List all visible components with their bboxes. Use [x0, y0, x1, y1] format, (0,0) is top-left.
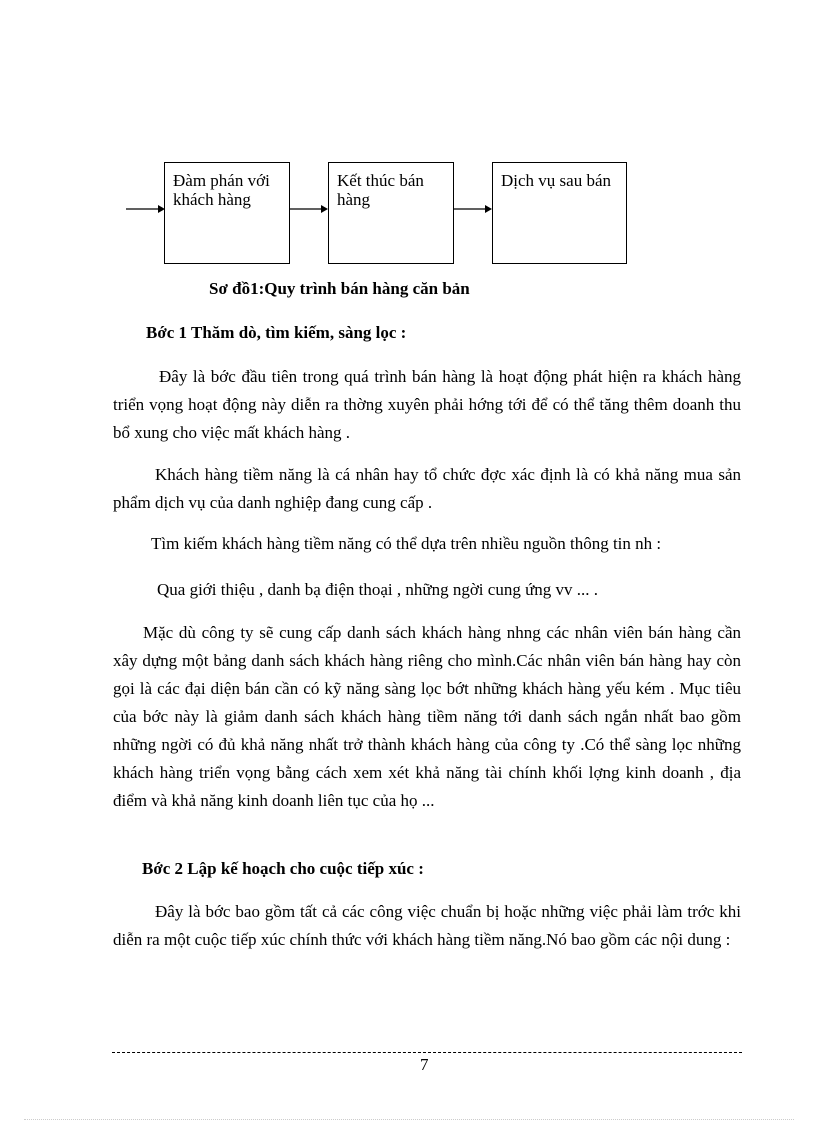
arrow-right-icon [454, 203, 494, 215]
step1-paragraph-1: Đây là bớc đầu tiên trong quá trình bán hàng là hoạt động phát hiện ra khách hàng triển vọng hoạt động này diễn ra thờng xuyên phải hớng tới để có thể tăng thêm doanh thu bổ xung cho việc mất khách hàng . [113, 367, 741, 442]
sales-process-diagram [0, 0, 816, 280]
step1-paragraph-2: Khách hàng tiềm năng là cá nhân hay tổ chức đợc xác định là có khả năng mua sản phẩm dịch vụ của danh nghiệp đang cung cấp . [113, 465, 741, 512]
flow-box-closing: Kết thúc bán hàng [328, 162, 454, 264]
arrow-in-icon [126, 203, 166, 215]
step2-heading: Bớc 2 Lập kế hoạch cho cuộc tiếp xúc : [142, 859, 424, 878]
arrow-right-icon [290, 203, 330, 215]
step1-heading: Bớc 1 Thăm dò, tìm kiếm, sàng lọc : [146, 323, 407, 342]
flow-box-after-sales: Dịch vụ sau bán [492, 162, 627, 264]
step2-paragraph-1: Đây là bớc bao gồm tất cả các công việc chuẩn bị hoặc những việc phải làm trớc khi diễn ra một cuộc tiếp xúc chính thức với khách hàng tiềm năng.Nó bao gồm các nội dung : [113, 902, 741, 949]
step1-paragraph-5: Mặc dù công ty sẽ cung cấp danh sách khách hàng nhng các nhân viên bán hàng cần xây dựng một bảng danh sách khách hàng riêng cho mình.Các nhân viên bán hàng hay còn gọi là các đại diện bán cần có kỹ năng sàng lọc bớt những khách hàng yếu kém . Mục tiêu của bớc này là giảm danh sách khách hàng tiềm năng tới danh sách ngắn nhất bao gồm những ngời có đủ khả năng nhất trở thành khách hàng của công ty .Có thể sàng lọc những khách hàng triển vọng bằng cách xem xét khả năng tài chính khối lợng kinh doanh , địa điểm và khả năng kinh doanh liên tục của họ ... [113, 623, 741, 810]
footer-divider [112, 1052, 742, 1053]
flow-box-negotiation: Đàm phán với khách hàng [164, 162, 290, 264]
step1-paragraph-3: Tìm kiếm khách hàng tiềm năng có thể dựa trên nhiều nguồn thông tin nh : [151, 534, 662, 553]
diagram-caption: Sơ đồ1:Quy trình bán hàng căn bản [209, 279, 470, 298]
page-bottom-edge [24, 1119, 794, 1120]
page-number: 7 [420, 1055, 429, 1074]
step1-paragraph-4: Qua giới thiệu , danh bạ điện thoại , những ngời cung ứng vv ... . [157, 580, 599, 599]
